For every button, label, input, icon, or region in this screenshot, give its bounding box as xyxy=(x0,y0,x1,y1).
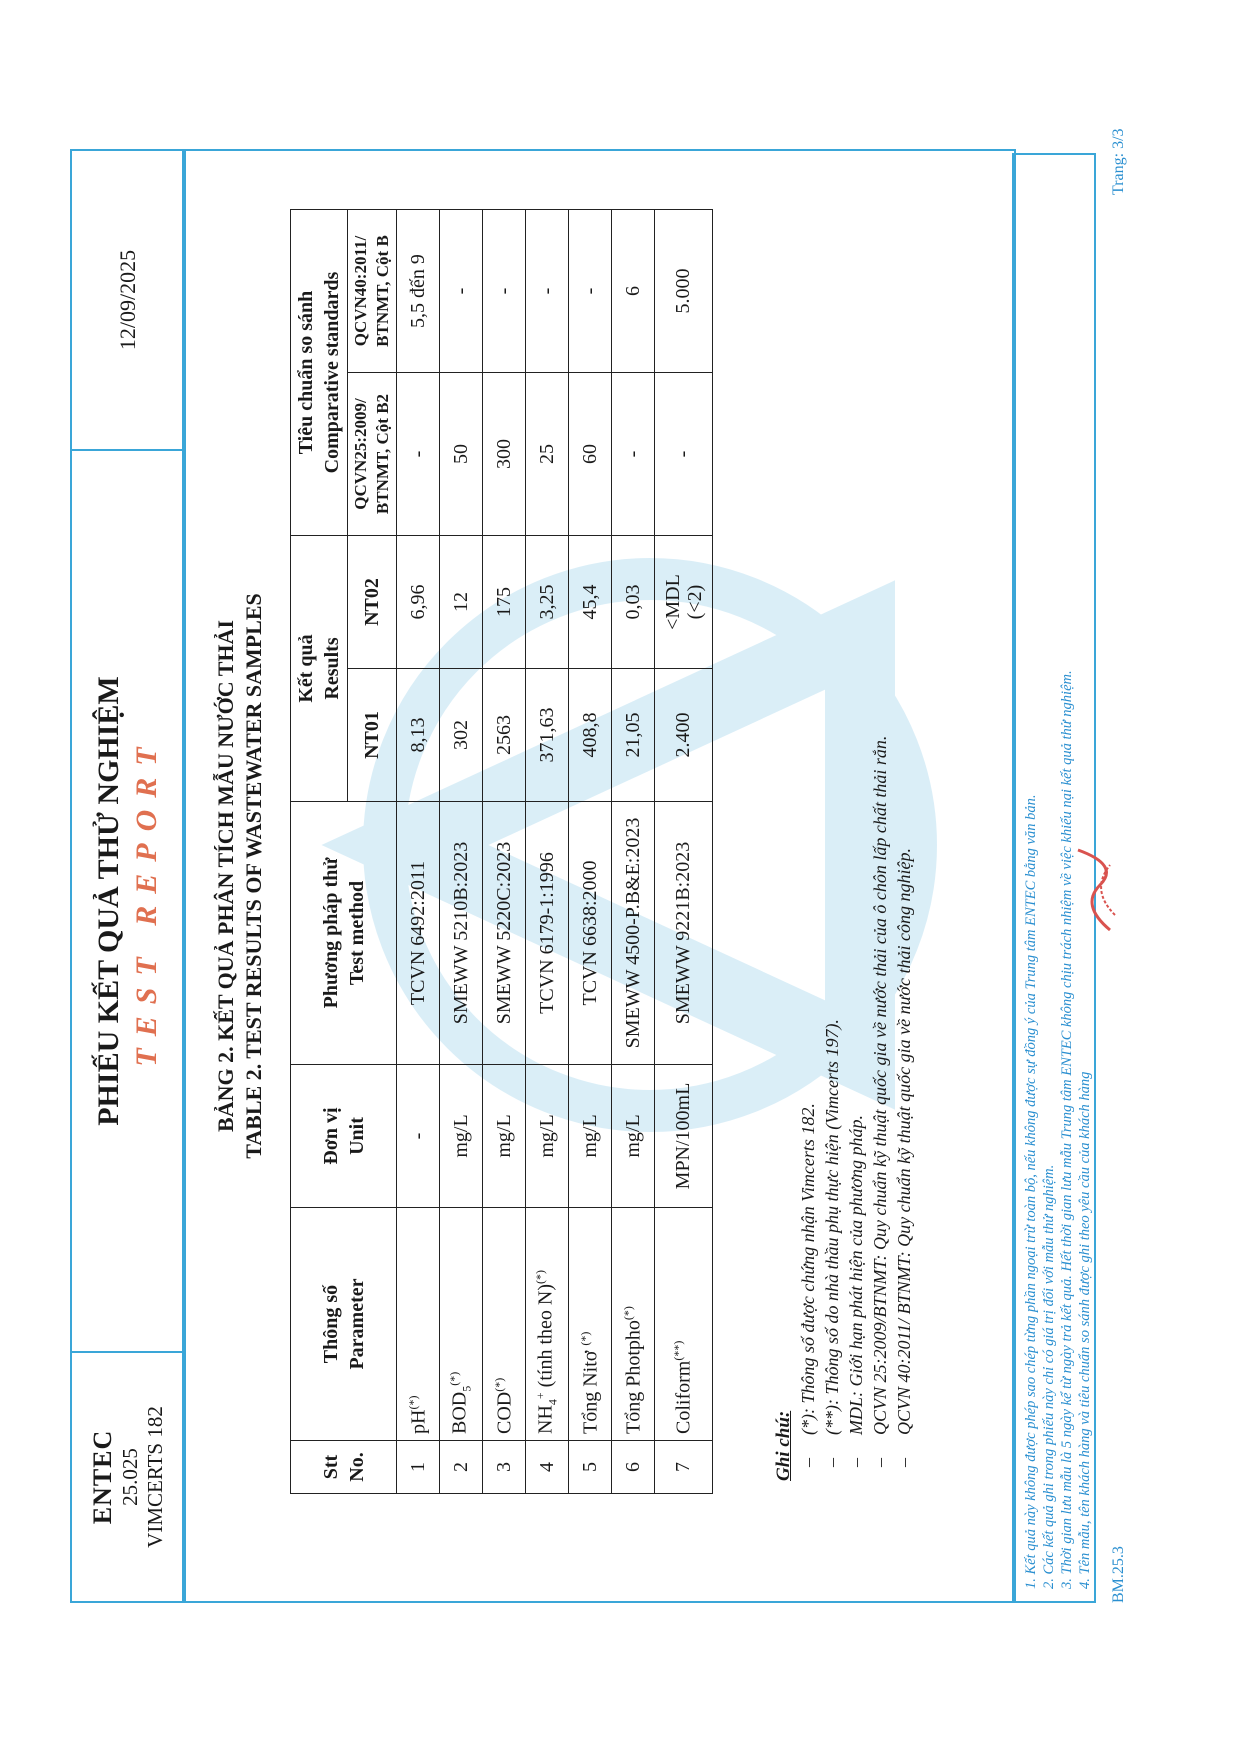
footer-line: 4. Tên mẫu, tên khách hàng và tiêu chuẩn so sánh được ghi theo yêu cầu của khách hàng xyxy=(1077,1071,1093,1589)
col-method: Phương pháp thử Test method xyxy=(291,802,397,1065)
note-item: –(**): Thông số do nhà thầu phụ thực hiện (Vimcerts 197). xyxy=(822,1019,842,1467)
page-number: Trang: 3/3 xyxy=(1110,128,1127,195)
col-nt01: NT01 xyxy=(348,669,397,802)
notes-heading: Ghi chú: xyxy=(773,1410,794,1481)
table-row: 6 Tổng Photpho(*) mg/L SMEWW 4500-P.B&E:2023 21,05 0,03 - 6 xyxy=(612,210,655,1494)
col-nt02: NT02 xyxy=(348,536,397,669)
report-body xyxy=(182,149,1016,1603)
table-row: 4 $NH_4^+$ (tính theo N)(*) mg/L TCVN 6179-1:1996 371,63 3,25 25 - xyxy=(526,210,569,1494)
report-header xyxy=(70,149,186,1603)
footer-line: 3. Thời gian lưu mẫu là 5 ngày kể từ ngày trả kết quả. Hết thời gian lưu mẫu Trung tâm ENTEC không chịu trách nhiệm về việc khiếu nại kết quả thử nghiệm. xyxy=(1059,670,1075,1589)
note-item: –MDL: Giới hạn phát hiện của phương pháp. xyxy=(846,1114,866,1467)
org-code: 25.025 xyxy=(118,1448,142,1506)
table-row: 1 pH(*) - TCVN 6492:2011 8,13 6,96 - 5,5 đến 9 xyxy=(397,210,440,1494)
results-table xyxy=(290,209,713,1494)
report-date: 12/09/2025 xyxy=(115,249,140,351)
note-item: –QCVN 25:2009/BTNMT: Quy chuẩn kỹ thuật quốc gia về nước thải của ô chôn lấp chất thải rắn. xyxy=(870,735,890,1467)
note-item: –(*): Thông số được chứng nhận Vimcerts 182. xyxy=(798,1103,818,1467)
table-row: 7 Coliform(**) MPN/100mL SMEWW 9221B:2023 2.400 <MDL (<2) - 5.000 xyxy=(655,210,713,1494)
notes-section xyxy=(772,736,916,1481)
report-title-en: TEST REPORT xyxy=(130,735,163,1067)
col-qcvn40: QCVN40:2011/ BTNMT, Cột B xyxy=(348,210,397,373)
table-title-vi: BẢNG 2. KẾT QUẢ PHÂN TÍCH MẪU NƯỚC THẢI xyxy=(213,620,238,1132)
col-stt: Stt No. xyxy=(291,1441,397,1494)
org-cert: VIMCERTS 182 xyxy=(143,1406,167,1548)
table-title-en: TABLE 2. TEST RESULTS OF WASTEWATER SAMPLES xyxy=(241,593,266,1159)
footer-line: 2. Các kết quả ghi trong phiếu này chỉ có giá trị đối với mẫu thử nghiệm. xyxy=(1041,1164,1057,1589)
footer-line: 1. Kết quả này không được phép sao chép từng phần ngoại trừ toàn bộ, nếu không được sự đồng ý của Trung tâm ENTEC bằng văn bản. xyxy=(1023,794,1039,1589)
table-title xyxy=(212,151,268,1601)
col-parameter: Thông số Parameter xyxy=(291,1208,397,1441)
date-block xyxy=(72,151,184,449)
org-block xyxy=(72,1351,184,1601)
report-title-vi: PHIẾU KẾT QUẢ THỬ NGHIỆM xyxy=(92,676,125,1126)
table-row: 5 Tổng Nitơ (*) mg/L TCVN 6638:2000 408,8 45,4 60 - xyxy=(569,210,612,1494)
form-code: BM.25.3 xyxy=(1110,1546,1127,1603)
table-row: 3 COD(*) mg/L SMEWW 5220C:2023 2563 175 300 - xyxy=(483,210,526,1494)
title-block xyxy=(72,449,184,1351)
col-unit: Đơn vị Unit xyxy=(291,1065,397,1208)
col-results: Kết quả Results xyxy=(291,536,348,802)
org-name: ENTEC xyxy=(88,1429,117,1525)
table-row: 2 $BOD_5^{(*)}$ mg/L SMEWW 5210B:2023 302 12 50 - xyxy=(440,210,483,1494)
col-qcvn25: QCVN25:2009/ BTNMT, Cột B2 xyxy=(348,373,397,536)
note-item: –QCVN 40:2011/ BTNMT: Quy chuẩn kỹ thuật quốc gia về nước thải công nghiệp. xyxy=(894,847,914,1467)
col-standards: Tiêu chuẩn so sánh Comparative standards xyxy=(291,210,348,536)
signature-stamp-icon xyxy=(1070,845,1120,935)
